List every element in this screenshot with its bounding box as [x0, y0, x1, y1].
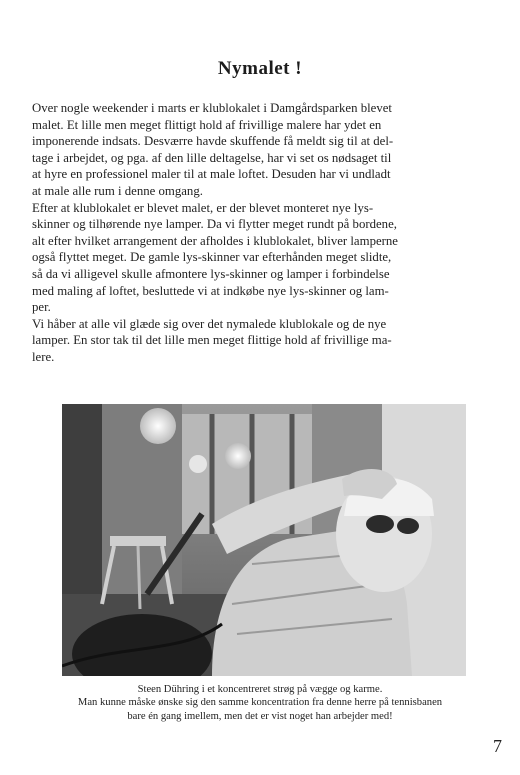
body-line: så da vi alligevel skulle afmontere lys-skinner og lamper i forbindelse [32, 266, 390, 281]
caption-line: Steen Dühring i et koncentreret strøg på vægge og karme. [137, 684, 383, 695]
body-line: med maling af loftet, besluttede vi at indkøbe nye lys-skinner og lam- [32, 283, 389, 298]
body-line: Efter at klublokalet er blevet malet, er der blevet monteret nye lys- [32, 200, 374, 215]
body-line: Over nogle weekender i marts er klublokalet i Damgårdsparken blevet [32, 101, 392, 115]
body-line: tage i arbejdet, og pga. af den lille deltagelse, har vi set os nødsaget til [32, 150, 392, 165]
body-line: at male alle rum i denne omgang. [32, 183, 203, 198]
body-line: at hyre en professionel maler til at male loftet. Desuden har vi undladt [32, 167, 391, 182]
body-line: skinner og tilhørende nye lamper. Da vi flytter meget rundt på bordene, [32, 217, 397, 232]
caption-line: bare én gang imellem, men det er vist noget han arbejder med! [127, 710, 393, 722]
photo-man-painting-icon [62, 404, 466, 676]
body-line: malet. Et lille men meget flittigt hold af frivillige malere har ydet en [32, 117, 382, 132]
page-number: 7 [493, 736, 502, 756]
photo-caption [0, 683, 520, 723]
caption-line: Man kunne måske ønske sig den samme koncentration fra denne herre på tennisbanen [77, 697, 443, 709]
body-line: lamper. En stor tak til det lille men meget flittige hold af frivillige ma- [32, 333, 392, 348]
body-line: per. [32, 300, 51, 315]
body-line: også flyttet meget. De gamle lys-skinner var efterhånden meget slidte, [32, 250, 392, 265]
body-line: imponerende indsats. Desværre havde skuffende få meldt sig til at del- [32, 134, 394, 149]
article-body [32, 100, 486, 366]
body-line: Vi håber at alle vil glæde sig over det nymalede klublokale og de nye [32, 316, 387, 331]
body-line: lere. [32, 349, 55, 364]
body-line: alt efter hvilket arrangement der afholdes i klublokalet, bliver lamperne [32, 233, 398, 248]
article-title: Nymalet ! [217, 58, 303, 79]
